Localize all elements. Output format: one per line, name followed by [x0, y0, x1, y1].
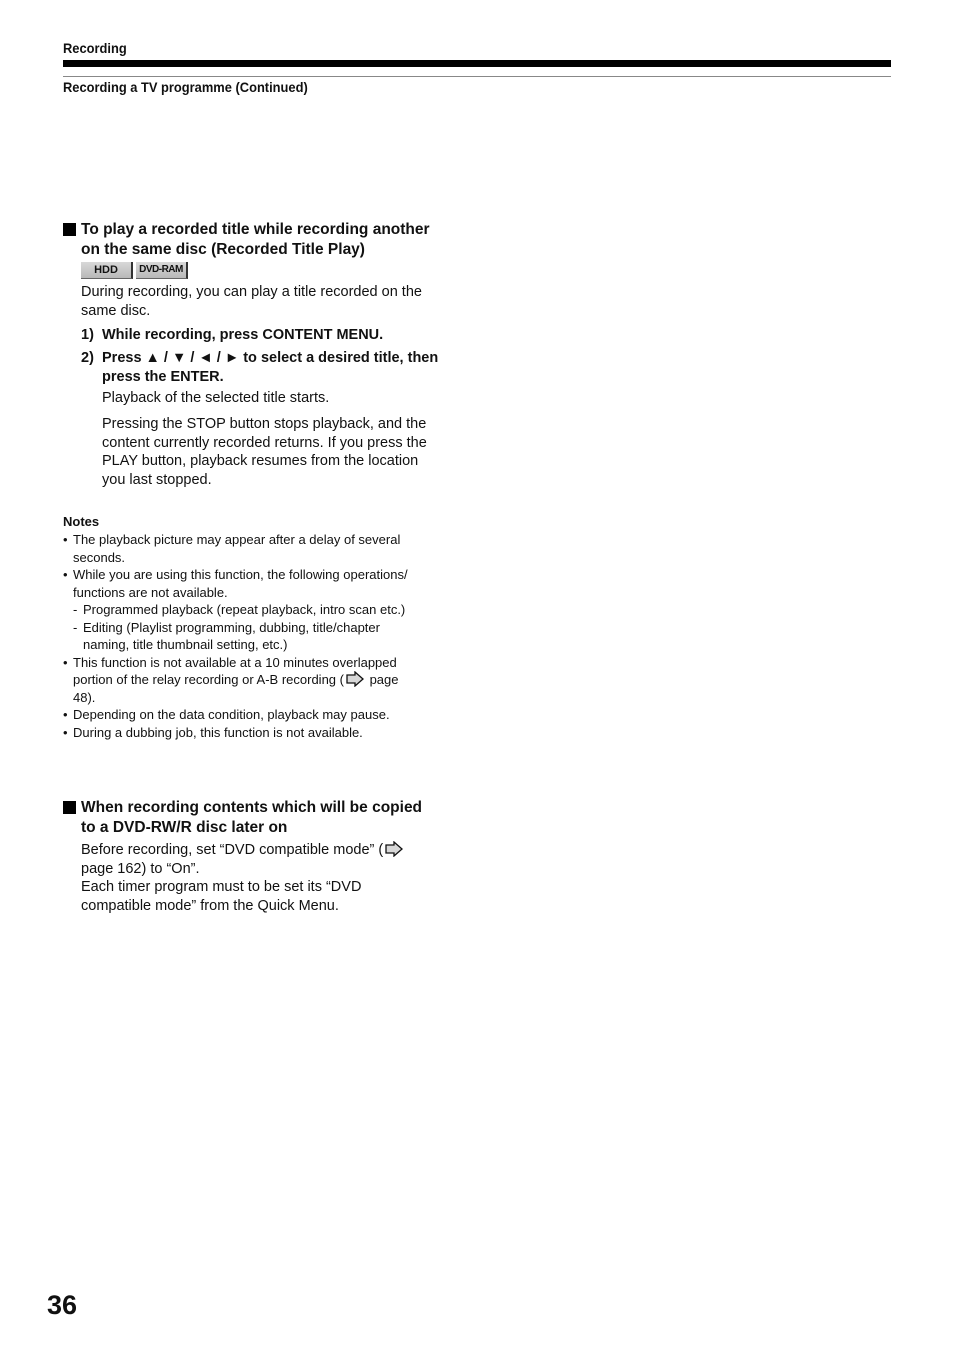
page-reference-arrow-icon — [385, 841, 403, 857]
note-subtext: Programmed playback (repeat playback, intro scan etc.) — [83, 602, 406, 617]
note-text: During a dubbing job, this function is not available. — [73, 724, 363, 740]
section1-heading — [63, 220, 463, 260]
note-sublist — [73, 601, 463, 654]
dash: - — [73, 602, 78, 617]
page-number: 36 — [47, 1290, 78, 1320]
note-text: The playback picture may appear after a delay of several — [73, 532, 401, 547]
media-badges — [81, 262, 188, 280]
stop-explanation — [102, 415, 467, 489]
note-text: functions are not available. — [73, 584, 228, 600]
step-2-number: 2) — [81, 350, 94, 366]
section-title: Recording — [63, 40, 127, 56]
square-bullet-icon — [63, 223, 76, 236]
note-text: portion of the relay recording or A-B recording ( — [73, 672, 344, 687]
note-text: Depending on the data condition, playback may pause. — [73, 707, 390, 722]
step-2 — [81, 349, 466, 387]
step-2-text-line1: Press ▲ / ▼ / ◄ / ► to select a desired title, then — [102, 350, 439, 366]
section1-heading-line2: on the same disc (Recorded Title Play) — [81, 241, 365, 258]
bullet: • — [63, 707, 68, 722]
note-subtext: naming, title thumbnail setting, etc.) — [83, 637, 288, 652]
step-2-result: Playback of the selected title starts. — [102, 390, 330, 406]
note-subitem — [73, 601, 463, 619]
note-subitem — [73, 619, 463, 654]
page-reference-arrow-icon — [346, 671, 364, 687]
step-2-text-line2: press the ENTER. — [102, 369, 224, 385]
bullet: • — [63, 567, 68, 582]
bullet: • — [63, 724, 68, 740]
note-text-with-ref — [73, 671, 463, 689]
intro-line2: same disc. — [81, 302, 151, 319]
note-item — [63, 706, 463, 724]
stop-line4: you last stopped. — [102, 471, 212, 488]
subsection-title: Recording a TV programme (Continued) — [63, 79, 308, 95]
section2-line4: compatible mode” from the Quick Menu. — [81, 897, 339, 914]
section1-heading-line1: To play a recorded title while recording another — [81, 221, 430, 238]
step-1 — [81, 326, 466, 345]
note-text: page — [365, 672, 399, 687]
stop-line2: content currently recorded returns. If you press the — [102, 434, 427, 451]
bullet: • — [63, 654, 68, 670]
note-item — [63, 566, 463, 654]
header-rule-thick — [63, 60, 891, 67]
note-item — [63, 724, 463, 742]
header-rule-thin — [63, 76, 891, 77]
bullet: • — [63, 532, 68, 547]
note-item — [63, 531, 463, 566]
dvd-ram-badge: DVD-RAM — [136, 262, 188, 279]
step-1-text: While recording, press CONTENT MENU. — [102, 327, 384, 343]
notes-list — [63, 531, 463, 741]
stop-line1: Pressing the STOP button stops playback, and the — [102, 416, 427, 432]
section2-heading-line1: When recording contents which will be copied — [81, 799, 423, 816]
note-item — [63, 654, 463, 707]
square-bullet-icon — [63, 801, 76, 814]
note-text: seconds. — [73, 549, 126, 565]
notes-title: Notes — [63, 514, 100, 529]
note-subtext: Editing (Playlist programming, dubbing, title/chapter — [83, 619, 380, 635]
section1-intro — [81, 283, 466, 320]
section2-line2: page 162) to “On”. — [81, 860, 200, 877]
section2-body — [81, 841, 466, 915]
note-text: While you are using this function, the following operations/ — [73, 567, 408, 582]
section2-line1 — [81, 841, 466, 860]
section2-text: Before recording, set “DVD compatible mode” ( — [81, 842, 384, 858]
section2-heading — [63, 798, 463, 838]
dash: - — [73, 619, 78, 635]
note-text: This function is not available at a 10 minutes overlapped — [73, 654, 397, 670]
intro-line1: During recording, you can play a title recorded on the — [81, 284, 422, 300]
section2-line3: Each timer program must to be set its “DVD — [81, 879, 362, 895]
step-1-number: 1) — [81, 327, 94, 343]
hdd-badge: HDD — [81, 262, 133, 279]
section2-heading-line2: to a DVD-RW/R disc later on — [81, 819, 288, 836]
note-text: 48). — [73, 689, 96, 705]
stop-line3: PLAY button, playback resumes from the location — [102, 453, 419, 469]
